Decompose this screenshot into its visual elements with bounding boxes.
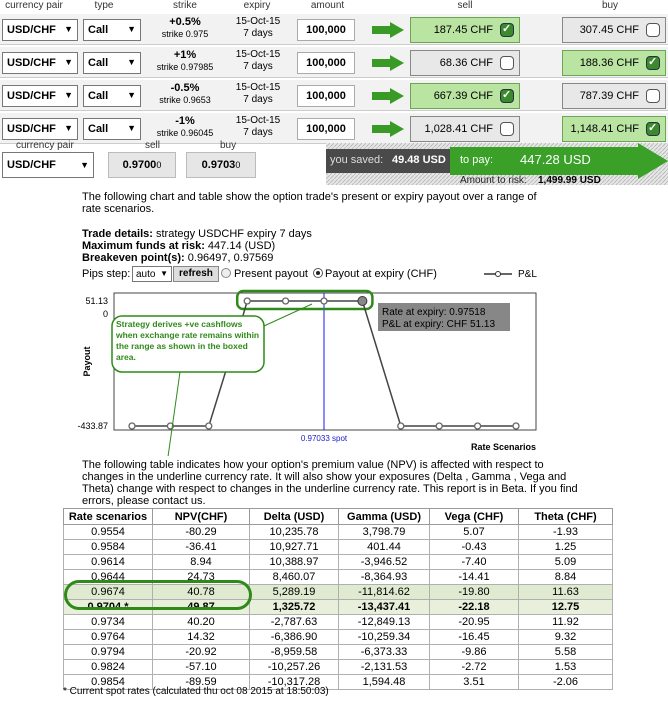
checkbox-icon[interactable] [646, 23, 660, 37]
checkbox-icon[interactable] [500, 56, 514, 70]
table-cell: 12.75 [519, 600, 613, 615]
y-axis-label: Payout [82, 346, 92, 377]
table-row [64, 525, 613, 540]
table-cell: 9.32 [519, 630, 613, 645]
checkbox-icon[interactable] [646, 89, 660, 103]
y-tick-label: 51.13 [85, 296, 108, 306]
header-amount: amount [310, 0, 345, 11]
leg-row [0, 47, 668, 79]
buy-price-button[interactable] [562, 17, 666, 43]
pnl-point [436, 423, 442, 429]
table-cell: 0.9734 [64, 615, 153, 630]
trade-details-line [82, 228, 312, 240]
sell-price-button[interactable] [410, 50, 520, 76]
table-cell: -13,437.41 [339, 600, 430, 615]
sell-price: 667.39 CHF [433, 90, 493, 102]
checkbox-icon[interactable] [500, 122, 514, 136]
x-axis-label: Rate Scenarios [470, 442, 536, 452]
table-row [64, 555, 613, 570]
highlight-oval [64, 580, 252, 610]
leg-row [0, 14, 668, 46]
legend-marker [496, 272, 501, 277]
table-cell: 401.44 [339, 540, 430, 555]
table-row [64, 645, 613, 660]
pair-select[interactable] [2, 85, 78, 107]
leg-row [0, 113, 668, 145]
tooltip-pnl: P&L at expiry: CHF 51.13 [382, 319, 496, 330]
pnl-point [206, 423, 212, 429]
table-cell: 0.9554 [64, 525, 153, 540]
tooltip-rate: Rate at expiry: 0.97518 [382, 307, 486, 318]
chevron-down-icon: ▼ [80, 160, 89, 170]
arrow-right-icon [372, 121, 404, 137]
table-cell: 8.84 [519, 570, 613, 585]
strike-value: strike 0.97985 [156, 62, 214, 72]
pair-value: USD/CHF [7, 57, 56, 69]
legend-label: P&L [518, 269, 537, 280]
table-cell: -8,959.58 [250, 645, 339, 660]
header-type: type [94, 0, 114, 11]
pips-value: auto [136, 269, 156, 280]
annotation-text: Strategy derives +ve cashflows when exchange rate remains within the range as shown in the boxed area. [116, 319, 260, 362]
intro-text: The following chart and table show the option trade's present or expiry payout over a range of rate scenarios. [82, 191, 537, 215]
payout-chart [0, 266, 668, 456]
table-cell: -22.18 [430, 600, 519, 615]
type-value: Call [88, 90, 109, 102]
type-value: Call [88, 57, 109, 69]
max-risk-label: Maximum funds at risk: [82, 240, 205, 252]
saved-label: you saved: [330, 154, 384, 166]
expiry-date: 15-Oct-15 [235, 82, 281, 93]
column-header: NPV(CHF) [153, 509, 250, 525]
footnote: * Current spot rates (calculated thu oct 08 2015 at 18:50:03) [63, 686, 329, 697]
table-cell: 0.9824 [64, 660, 153, 675]
table-cell: -9.86 [430, 645, 519, 660]
table-cell: 1.25 [519, 540, 613, 555]
chevron-down-icon: ▼ [64, 90, 73, 100]
table-cell: 0.9644 [64, 570, 153, 585]
chevron-down-icon: ▼ [127, 57, 136, 67]
expiry-date: 15-Oct-15 [235, 115, 281, 126]
amount-input[interactable]: 100,000 [297, 19, 355, 41]
strike-cell [146, 115, 224, 139]
type-value: Call [88, 123, 109, 135]
pair-value: USD/CHF [7, 24, 56, 36]
table-cell: -14.41 [430, 570, 519, 585]
type-select[interactable] [83, 19, 141, 41]
checkbox-icon[interactable] [646, 122, 660, 136]
pips-label: Pips step: [82, 268, 131, 280]
table-cell: 0.9854 [64, 675, 153, 690]
header-buy: buy [601, 0, 619, 11]
header-strike: strike [173, 0, 197, 11]
chevron-down-icon: ▼ [64, 24, 73, 34]
pnl-point [129, 423, 135, 429]
table-intro-text: The following table indicates how your option's premium value (NPV) is affected with respect to changes in the underline currency rate. It will also show your exposures (Delta , Gamma , Vega and Theta) change with respect to changes in the underline currency rate. This report is in Beta. If you find errors, please contact us. [82, 459, 578, 507]
header-sell: sell [457, 0, 473, 11]
pnl-point [283, 298, 289, 304]
type-select[interactable] [83, 118, 141, 140]
chevron-down-icon: ▼ [64, 57, 73, 67]
expiry-days: 7 days [243, 127, 273, 138]
pair-value: USD/CHF [7, 90, 56, 102]
table-cell: -6,373.33 [339, 645, 430, 660]
pnl-point [244, 298, 250, 304]
table-cell: -0.43 [430, 540, 519, 555]
table-cell: 0.9794 [64, 645, 153, 660]
chevron-down-icon: ▼ [64, 123, 73, 133]
sell-price-button[interactable] [410, 116, 520, 142]
rate-buy [186, 152, 256, 178]
strike-percent: +0.5% [169, 16, 201, 28]
chevron-down-icon: ▼ [160, 269, 168, 278]
arrow-right-icon [372, 55, 404, 71]
table-header-row [64, 509, 613, 525]
table-cell: 5.09 [519, 555, 613, 570]
table-cell: 49.87 [153, 600, 250, 615]
y-tick-label: -433.87 [77, 421, 108, 431]
expiry-days: 7 days [243, 28, 273, 39]
present-payout-label: Present payout [234, 268, 308, 280]
table-cell: 1.53 [519, 660, 613, 675]
table-cell: 14.32 [153, 630, 250, 645]
trade-details-label: Trade details: [82, 228, 153, 240]
table-cell: 5.07 [430, 525, 519, 540]
table-cell: 11.92 [519, 615, 613, 630]
table-cell: 0.9674 [64, 585, 153, 600]
pair-select[interactable] [2, 52, 78, 74]
strike-value: strike 0.9653 [159, 95, 211, 105]
table-cell: 8,460.07 [250, 570, 339, 585]
table-cell: -20.95 [430, 615, 519, 630]
table-cell: 8.94 [153, 555, 250, 570]
summary-panel [326, 143, 668, 185]
max-risk-line [82, 240, 312, 252]
table-cell: -8,364.93 [339, 570, 430, 585]
table-cell: 1,594.48 [339, 675, 430, 690]
table-cell: 10,235.78 [250, 525, 339, 540]
pair-select[interactable] [2, 19, 78, 41]
table-cell: -2.06 [519, 675, 613, 690]
table-cell: -12,849.13 [339, 615, 430, 630]
hover-point [358, 297, 367, 306]
chevron-down-icon: ▼ [127, 90, 136, 100]
strike-cell [146, 82, 224, 106]
breakeven-value: 0.96497, 0.97569 [187, 252, 274, 264]
expiry-cell [228, 82, 288, 106]
rates-sell-label: sell [145, 140, 161, 151]
table-cell: -11,814.62 [339, 585, 430, 600]
table-cell: -20.92 [153, 645, 250, 660]
header-currency-pair: currency pair [5, 0, 63, 11]
table-cell: 0.9584 [64, 540, 153, 555]
pnl-point [513, 423, 519, 429]
arrow-right-icon [372, 88, 404, 104]
table-cell: -10,317.28 [250, 675, 339, 690]
buy-price-button[interactable] [562, 116, 666, 142]
strike-percent: -1% [175, 115, 195, 127]
table-cell: -1.93 [519, 525, 613, 540]
rates-pair-select[interactable] [2, 152, 94, 178]
table-cell: 0.9614 [64, 555, 153, 570]
sell-price: 1,028.41 CHF [424, 123, 493, 135]
table-cell: -6,386.90 [250, 630, 339, 645]
table-cell: -80.29 [153, 525, 250, 540]
spot-label: 0.97033 spot [300, 434, 348, 443]
table-cell: 1,325.72 [250, 600, 339, 615]
table-cell: -57.10 [153, 660, 250, 675]
buy-price: 787.39 CHF [579, 90, 639, 102]
rate-buy-small: 0 [235, 160, 241, 170]
table-cell: -2,131.53 [339, 660, 430, 675]
amount-input[interactable]: 100,000 [297, 118, 355, 140]
table-row [64, 660, 613, 675]
pnl-point [398, 423, 404, 429]
table-cell: 5.58 [519, 645, 613, 660]
table-cell: 11.63 [519, 585, 613, 600]
breakeven-line [82, 252, 312, 264]
pnl-point [475, 423, 481, 429]
table-cell: 40.78 [153, 585, 250, 600]
checkbox-icon[interactable] [646, 56, 660, 70]
table-cell: -2.72 [430, 660, 519, 675]
table-cell: 24.73 [153, 570, 250, 585]
table-cell: 10,927.71 [250, 540, 339, 555]
rates-pair-label: currency pair [16, 140, 74, 151]
table-cell: -36.41 [153, 540, 250, 555]
column-header: Delta (USD) [250, 509, 339, 525]
expiry-cell [228, 49, 288, 73]
table-row [64, 540, 613, 555]
annotation-holder [116, 319, 262, 371]
max-risk-value: 447.14 (USD) [207, 240, 276, 252]
column-header: Theta (CHF) [519, 509, 613, 525]
pair-value: USD/CHF [7, 123, 56, 135]
breakeven-label: Breakeven point(s): [82, 252, 185, 264]
table-cell: 10,388.97 [250, 555, 339, 570]
chevron-down-icon: ▼ [127, 123, 136, 133]
buy-price: 1,148.41 CHF [570, 123, 639, 135]
arrow-right-icon [372, 22, 404, 38]
strike-value: strike 0.975 [161, 29, 209, 39]
buy-price-button[interactable] [562, 83, 666, 109]
expiry-payout-label: Payout at expiry (CHF) [325, 268, 437, 280]
trade-details-value: strategy USDCHF expiry 7 days [155, 228, 312, 240]
table-cell: 3.51 [430, 675, 519, 690]
strike-percent: +1% [173, 49, 197, 61]
table-row [64, 630, 613, 645]
column-header: Gamma (USD) [339, 509, 430, 525]
pay-label: to pay: [460, 154, 494, 166]
pair-select[interactable] [2, 118, 78, 140]
table-cell: -89.59 [153, 675, 250, 690]
y-tick-label: 0 [102, 309, 108, 320]
table-cell: -19.80 [430, 585, 519, 600]
sell-price: 187.45 CHF [433, 24, 493, 36]
table-cell: -3,946.52 [339, 555, 430, 570]
rates-buy-label: buy [220, 140, 237, 151]
rate-buy-main: 0.9703 [201, 159, 236, 171]
expiry-cell [228, 115, 288, 139]
table-cell: -7.40 [430, 555, 519, 570]
table-cell: -10,257.26 [250, 660, 339, 675]
table-cell: 5,289.19 [250, 585, 339, 600]
table-cell: -16.45 [430, 630, 519, 645]
type-select[interactable] [83, 85, 141, 107]
column-header: Vega (CHF) [430, 509, 519, 525]
header-expiry: expiry [243, 0, 271, 11]
table-cell: 3,798.79 [339, 525, 430, 540]
strike-value: strike 0.96045 [156, 128, 214, 138]
refresh-button[interactable]: refresh [173, 266, 219, 282]
expiry-days: 7 days [243, 61, 273, 72]
sell-price-button[interactable] [410, 83, 520, 109]
expiry-days: 7 days [243, 94, 273, 105]
rate-sell-small: 0 [156, 160, 162, 170]
table-cell: 0.9764 [64, 630, 153, 645]
chevron-down-icon: ▼ [127, 24, 136, 34]
strike-percent: -0.5% [170, 82, 200, 94]
strike-cell [146, 49, 224, 73]
leg-row [0, 80, 668, 112]
table-cell: -2,787.63 [250, 615, 339, 630]
risk-value: 1,499.99 USD [538, 175, 601, 186]
type-select[interactable] [83, 52, 141, 74]
sell-price: 68.36 CHF [439, 57, 493, 69]
saved-value: 49.48 USD [392, 154, 446, 166]
trade-details [82, 228, 312, 264]
table-cell: 40.20 [153, 615, 250, 630]
table-row [64, 615, 613, 630]
expiry-date: 15-Oct-15 [235, 49, 281, 60]
sell-price-button[interactable] [410, 17, 520, 43]
rate-sell-main: 0.9700 [122, 159, 157, 171]
buy-price-button[interactable] [562, 50, 666, 76]
risk-label: Amount to risk: [460, 175, 527, 186]
rates-pair-value: USD/CHF [7, 159, 56, 171]
rate-sell [108, 152, 176, 178]
buy-price: 188.36 CHF [579, 57, 639, 69]
pnl-point [321, 298, 327, 304]
expiry-cell [228, 16, 288, 40]
amount-input[interactable]: 100,000 [297, 52, 355, 74]
checkbox-icon[interactable] [500, 89, 514, 103]
table-cell: 0.9704 * [64, 600, 153, 615]
type-value: Call [88, 24, 109, 36]
checkbox-icon[interactable] [500, 23, 514, 37]
expiry-date: 15-Oct-15 [235, 16, 281, 27]
column-header: Rate scenarios [64, 509, 153, 525]
buy-price: 307.45 CHF [579, 24, 639, 36]
pay-value: 447.28 USD [520, 152, 591, 167]
amount-input[interactable]: 100,000 [297, 85, 355, 107]
strike-cell [146, 16, 224, 40]
table-cell: -10,259.34 [339, 630, 430, 645]
